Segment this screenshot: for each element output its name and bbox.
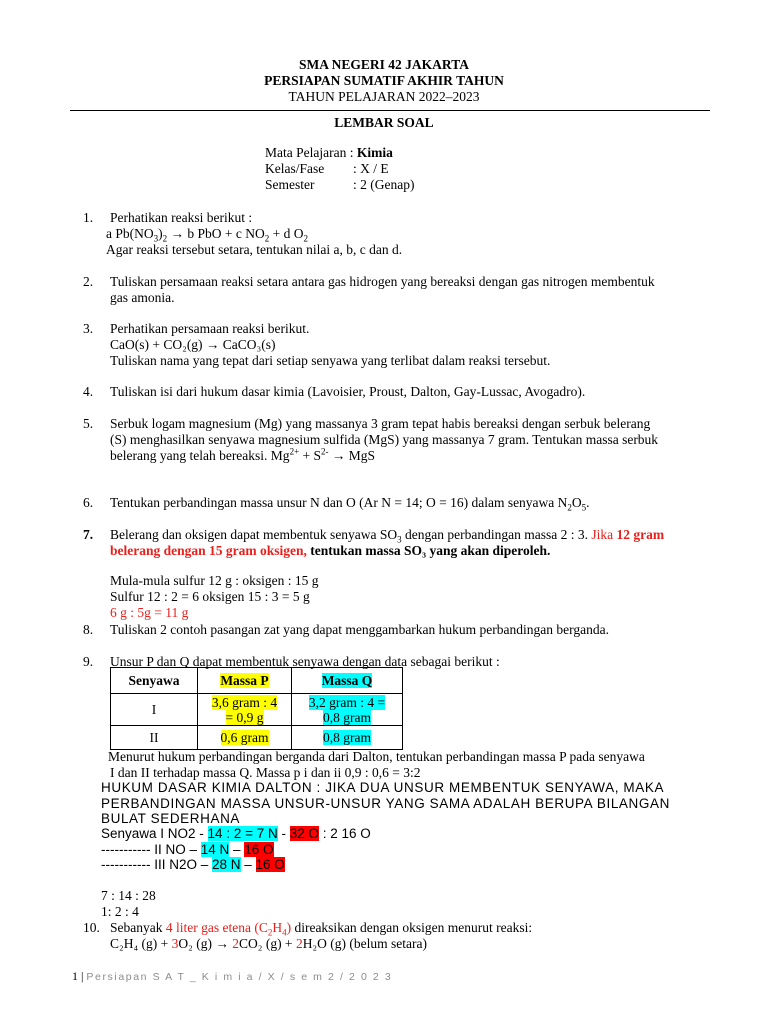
dalton-law-line3: BULAT SEDERHANA xyxy=(101,811,241,826)
q1-line3: Agar reaksi tersebut setara, tentukan nilai a, b, c dan d. xyxy=(106,242,403,257)
q10-number: 10. xyxy=(83,920,100,935)
q7-line2: belerang dengan 15 gram oksigen, tentukan massa SO₃ yang akan diperoleh. xyxy=(110,543,551,558)
row2-massa-p: 0,6 gram xyxy=(198,726,292,750)
table-row xyxy=(111,694,403,726)
q2-line2: gas amonia. xyxy=(110,290,175,305)
compound-line1: Senyawa I NO2 - 14 : 2 = 7 N - 32 O : 2 16 O xyxy=(101,826,371,841)
q1-line1: Perhatikan reaksi berikut : xyxy=(110,210,253,225)
sheet-title: LEMBAR SOAL xyxy=(334,115,434,130)
dalton-law-line1: HUKUM DASAR KIMIA DALTON : JIKA DUA UNSUR MEMBENTUK SENYAWA, MAKA xyxy=(101,780,665,795)
q3-line3: Tuliskan nama yang tepat dari setiap senyawa yang terlibat dalam reaksi tersebut. xyxy=(110,353,551,368)
data-table xyxy=(110,667,403,750)
row2-massa-q: 0,8 gram xyxy=(292,726,403,750)
exam-title: PERSIAPAN SUMATIF AKHIR TAHUN xyxy=(264,73,504,88)
subject-colon: : xyxy=(349,145,354,160)
semester-value: : 2 (Genap) xyxy=(353,177,415,192)
row1-massa-p: 3,6 gram : 4 = 0,9 g xyxy=(198,694,292,726)
table-header-row xyxy=(111,668,403,694)
q7-line1: Belerang dan oksigen dapat membentuk senyawa $SO_3$ dengan perbandingan massa 2 : 3. Jika 12 gram xyxy=(110,527,665,545)
q9-number: 9. xyxy=(83,654,94,669)
q7-answer2: Sulfur 12 : 2 = 6 oksigen 15 : 3 = 5 g xyxy=(110,589,310,604)
q5-number: 5. xyxy=(83,416,94,431)
row1-senyawa: I xyxy=(111,694,198,726)
q8-line1: Tuliskan 2 contoh pasangan zat yang dapat menggambarkan hukum perbandingan berganda. xyxy=(110,622,609,637)
row1-massa-q: 3,2 gram : 4 = 0,8 gram xyxy=(292,694,403,726)
header-massa-q: Massa Q xyxy=(292,668,403,694)
page-footer xyxy=(72,968,392,985)
q1-number: 1. xyxy=(83,210,94,225)
header-massa-p: Massa P xyxy=(198,668,292,694)
q6-line1: Tentukan perbandingan massa unsur N dan O (Ar N = 14; O = 16) dalam senyawa $N_2O_5$. xyxy=(110,495,590,513)
compound-line3: ----------- III N2O – 28 N – 16 O xyxy=(101,857,285,872)
subject-label: Mata Pelajaran xyxy=(265,145,347,160)
q2-number: 2. xyxy=(83,274,94,289)
q6-number: 6. xyxy=(83,495,94,510)
q1-equation: a $Pb(NO_3)_2 \to b$ PbO + c $NO_2 + d$ $O_2$ xyxy=(106,226,308,244)
subject-row xyxy=(265,145,393,161)
q3-number: 3. xyxy=(83,321,94,336)
q9-line1: Unsur P dan Q dapat membentuk senyawa dengan data sebagai berikut : xyxy=(110,654,500,669)
subject-value: Kimia xyxy=(356,145,393,160)
header-senyawa: Senyawa xyxy=(111,668,198,694)
class-value: : X / E xyxy=(353,161,389,176)
q9-after1: Menurut hukum perbandingan berganda dari Dalton, tentukan perbandingan massa P pada senyawa xyxy=(108,749,645,764)
ratio-line2: 1: 2 : 4 xyxy=(101,904,139,919)
q9-after2: I dan II terhadap massa Q. Massa p i dan ii 0,9 : 0,6 = 3:2 xyxy=(110,765,421,780)
q4-number: 4. xyxy=(83,384,94,399)
table-row xyxy=(111,726,403,750)
footer-separator: | xyxy=(81,969,84,983)
q4-line1: Tuliskan isi dari hukum dasar kimia (Lavoisier, Proust, Dalton, Gay-Lussac, Avogadro). xyxy=(110,384,586,399)
q8-number: 8. xyxy=(83,622,94,637)
q3-line1: Perhatikan persamaan reaksi berikut. xyxy=(110,321,310,336)
ratio-line1: 7 : 14 : 28 xyxy=(101,888,156,903)
page-number: 1 xyxy=(72,969,78,983)
q3-line2: CaO(s) + CO₂(g) → CaCO₃(s) xyxy=(110,337,276,352)
school-name: SMA NEGERI 42 JAKARTA xyxy=(299,57,469,72)
footer-label: Persiapan S A T _ K i m i a / X / s e m 2 / 2 0 2 3 xyxy=(86,971,393,983)
q10-line1: Sebanyak 4 liter gas etena $(C_2H_4)$ direaksikan dengan oksigen menurut reaksi: xyxy=(110,920,533,938)
q7-answer3: 6 g : 5g = 11 g xyxy=(110,605,189,620)
q5-line3: belerang yang telah bereaksi. $Mg^{2+} + S^{2-}$ → MgS xyxy=(110,446,376,463)
q5-line1: Serbuk logam magnesium (Mg) yang massanya 3 gram tepat habis bereaksi dengan serbuk belerang xyxy=(110,416,651,431)
header-divider xyxy=(70,110,710,111)
semester-label: Semester xyxy=(265,177,315,192)
dalton-law-line2: PERBANDINGAN MASSA UNSUR-UNSUR YANG SAMA ADALAH BERUPA BILANGAN xyxy=(101,796,670,811)
class-label: Kelas/Fase xyxy=(265,161,325,176)
q7-number: 7. xyxy=(83,527,94,542)
compound-line2: ----------- II NO – 14 N – 16 O xyxy=(101,842,274,857)
q2-line1: Tuliskan persamaan reaksi setara antara gas hidrogen yang bereaksi dengan gas nitrogen membentuk xyxy=(110,274,655,289)
q10-equation: C₂H₄ (g) + 3O₂ (g) → 2CO₂ (g) + 2H₂O (g) (belum setara) xyxy=(110,936,427,951)
row2-senyawa: II xyxy=(111,726,198,750)
q5-line2: (S) menghasilkan senyawa magnesium sulfida (MgS) yang massanya 7 gram. Tentukan massa serbuk xyxy=(110,432,659,447)
academic-year: TAHUN PELAJARAN 2022–2023 xyxy=(288,89,480,104)
q7-answer1: Mula-mula sulfur 12 g : oksigen : 15 g xyxy=(110,573,319,588)
